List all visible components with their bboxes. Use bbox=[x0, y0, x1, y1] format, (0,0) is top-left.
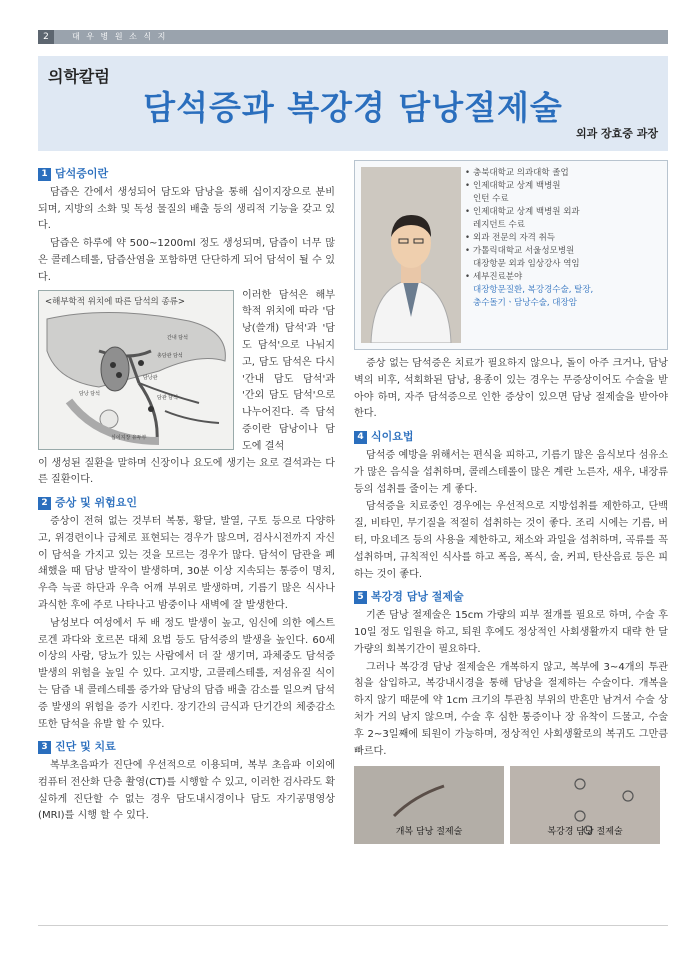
section-title: 복강경 담낭 절제술 bbox=[371, 590, 464, 604]
bio-item: 레지던트 수료 bbox=[473, 220, 525, 230]
author-bio-list bbox=[465, 167, 663, 310]
section-number: 5 bbox=[354, 591, 367, 604]
section-number: 1 bbox=[38, 168, 51, 181]
photo-caption: 개복 담낭 절제술 bbox=[395, 826, 463, 837]
laparoscopic-photo bbox=[510, 766, 660, 844]
right-column bbox=[354, 160, 668, 844]
figure-wrap bbox=[38, 288, 335, 456]
paragraph: 복부초음파가 진단에 우선적으로 이용되며, 복부 초음파 이외에 컴퓨터 전산화 단층 촬영(CT)를 시행할 수 있고, 이러한 검사라도 확실하게 진단할 수 없는 경우 담도내시경이나 담도 자기공명영상(MRI)를 시행 할 수 있다. bbox=[38, 760, 335, 822]
paragraph: 이러한 담석은 해부학적 위치에 따라 '담낭(쓸개) 담석'과 '담도 담석'으로 나눠지고, 담도 담석은 다시 '간내 담도 담석'과 '간외 담도 담석'으로 나누어진다. 즉 담석증이란 담낭이나 담도에 결석 bbox=[242, 289, 335, 452]
open-surgery-photo bbox=[354, 766, 504, 844]
bio-item: • 외과 전문의 자격 취득 bbox=[465, 232, 663, 245]
paragraph: 담석증 예방을 위해서는 편식을 피하고, 기름기 많은 음식보다 섬유소가 많은 음식을 섭취하며, 콜레스테롤이 많은 계란 노른자, 새우, 내장류 등의 섭취를 줄이는 게 좋다. bbox=[354, 449, 668, 495]
author-portrait-icon bbox=[361, 167, 461, 343]
specialty-line: 충수돌기ㆍ담낭수술, 대장암 bbox=[473, 298, 577, 308]
figure-label: 총담관 담석 bbox=[157, 352, 183, 359]
section-1-heading bbox=[38, 166, 335, 183]
photo-caption: 복강경 담낭 절제술 bbox=[547, 826, 623, 837]
bio-item: 대장항문 외과 임상강사 역임 bbox=[473, 259, 580, 269]
section-title: 담석증이란 bbox=[55, 167, 109, 180]
paragraph: 담석증을 치료중인 경우에는 우선적으로 지방섭취를 제한하고, 단백질, 비타민, 무기질을 적절히 섭취하는 것이 좋다. 조리 시에는 기름, 버터, 마요네즈 등의 사용을 제한하고, 채소와 과일을 섭취하며, 곡류를 꼭 섭취하며, 규칙적인 식사를 하고 폭음, 폭식, 술, 커피, 탄산음료 등은 피하는 것이 좋다. bbox=[354, 501, 668, 580]
figure-label: 담낭 담석 bbox=[79, 390, 100, 397]
figure-label: 십이지장 유두부 bbox=[111, 434, 147, 441]
section-title: 진단 및 치료 bbox=[55, 740, 116, 754]
section-number: 2 bbox=[38, 497, 51, 510]
surgery-photos bbox=[354, 766, 668, 844]
section-number: 4 bbox=[354, 431, 367, 444]
section-3-heading bbox=[38, 739, 335, 756]
author-byline: 외과 장효중 과장 bbox=[575, 127, 658, 140]
liver-illustration-icon bbox=[39, 291, 233, 449]
article-title: 담석증과 복강경 담낭절제술 bbox=[143, 88, 563, 127]
section-4-heading bbox=[354, 429, 668, 446]
header-bar bbox=[38, 30, 668, 44]
figure-label: 간내 담석 bbox=[167, 334, 188, 341]
paragraph: 기존 담낭 절제술은 15cm 가량의 피부 절개를 필요로 하며, 수술 후 10일 정도 입원을 하고, 퇴원 후에도 정상적인 사회생활까지 대략 한 달 가량의 회복기간이 필요하다. bbox=[354, 610, 668, 655]
paragraph: 담즙은 하루에 약 500~1200ml 정도 생성되며, 담즙이 너무 많은 콜레스테롤, 담즙산염을 포함하면 단단하게 되어 담석이 될 수 있다. bbox=[38, 238, 335, 283]
section-5-heading bbox=[354, 589, 668, 606]
bio-item: • 가톨릭대학교 서울성모병원 bbox=[465, 245, 663, 258]
section-title: 식이요법 bbox=[371, 430, 414, 444]
figure-caption: <해부학적 위치에 따른 담석의 종류> bbox=[45, 296, 186, 307]
paragraph: 그러나 복강경 담낭 절제술은 개복하지 않고, 복부에 3~4개의 투관침을 삽입하고, 복강내시경을 통해 담낭을 절제하는 수술이다. 개복을 하지 않기 때문에 약 1cm 크기의 투관침 부위의 반흔만 남겨서 수술 상처가 거의 남지 않으며, 수술 후 심한 통증이나 장 유착이 드물고, 수술 후 2~3일째에 퇴원이 가능하며, 정상적인 사회생활로의 복귀도 그만큼 빠르다. bbox=[354, 661, 668, 757]
page-number: 2 bbox=[38, 30, 54, 44]
paragraph: 남성보다 여성에서 두 배 정도 발생이 높고, 임신에 의한 에스트로겐 과다와 호르몬 대체 요법 등도 담석증의 발생을 높인다. 60세 이상의 사람, 당뇨가 있는 사람에서 더 잘 생기며, 과체중도 담석증 발생의 위험을 높일 수 있다. 고지방, 고콜레스테롤, 저섬유질 식이는 담즙 내 콜레스테롤 증가와 담낭의 담즙 배출 감소를 일으켜 담석증 발생의 위험을 증가 시킨다. 장기간의 금식과 단기간의 체중감소 또한 담석을 유발 할 수 있다. bbox=[38, 617, 335, 730]
journal-name: 대 우 병 원 소 식 지 bbox=[72, 32, 168, 41]
specialty-line: 대장항문질환, 복강경수술, 탈장, bbox=[473, 285, 594, 295]
gallstone-anatomy-figure bbox=[38, 290, 234, 450]
bio-item: • 인제대학교 상계 백병원 bbox=[465, 180, 663, 193]
bio-item: 인턴 수료 bbox=[473, 194, 509, 204]
bio-item: • 충북대학교 의과대학 졸업 bbox=[465, 167, 663, 180]
bio-item: • 인제대학교 상계 백병원 외과 bbox=[465, 206, 663, 219]
author-profile bbox=[354, 160, 668, 350]
section-number: 3 bbox=[38, 741, 51, 754]
section-2-heading bbox=[38, 495, 335, 512]
title-box bbox=[38, 56, 668, 151]
figure-label: 담낭관 bbox=[143, 374, 158, 381]
column-label: 의학칼럼 bbox=[48, 67, 110, 86]
left-column bbox=[38, 160, 335, 826]
bio-item: • 세부진료분야 bbox=[465, 271, 663, 284]
figure-label: 담관 담석 bbox=[157, 394, 178, 401]
paragraph: 증상이 전혀 없는 것부터 복통, 황달, 발열, 구토 등으로 다양하고, 위경련이나 급체로 표현되는 경우가 많으며, 검사시전까지 자신이 담석을 가지고 있는 것을 모르는 경우가 많다. 담석이 담관을 폐쇄했을 때 담낭 발작이 발생하며, 30분 이상 지속되는 통증이 명치, 우측 늑골 하단과 우측 어깨 부위로 발생하며, 기름기 많은 식사나 과식한 후에 주로 나타나고 밤중이나 새벽에 잘 발생한다. bbox=[38, 515, 335, 611]
footer-divider bbox=[38, 925, 668, 926]
paragraph: 이 생성된 질환을 말하며 신장이나 요도에 생기는 요로 결석과는 다른 질환이다. bbox=[38, 457, 335, 486]
paragraph: 증상 없는 담석증은 치료가 필요하지 않으나, 돌이 아주 크거나, 담낭 벽의 비후, 석회화된 담낭, 용종이 있는 경우는 무증상이어도 수술을 받아야 하며, 자주 담석증으로 인한 증상이 있으면 담낭 절제술을 받아야 한다. bbox=[354, 358, 668, 420]
section-title: 증상 및 위험요인 bbox=[55, 496, 138, 510]
paragraph: 담즙은 간에서 생성되어 담도와 담낭을 통해 십이지장으로 분비되며, 지방의 소화 및 독성 물질의 배출 등의 생리적 기능을 갖고 있다. bbox=[38, 186, 335, 232]
